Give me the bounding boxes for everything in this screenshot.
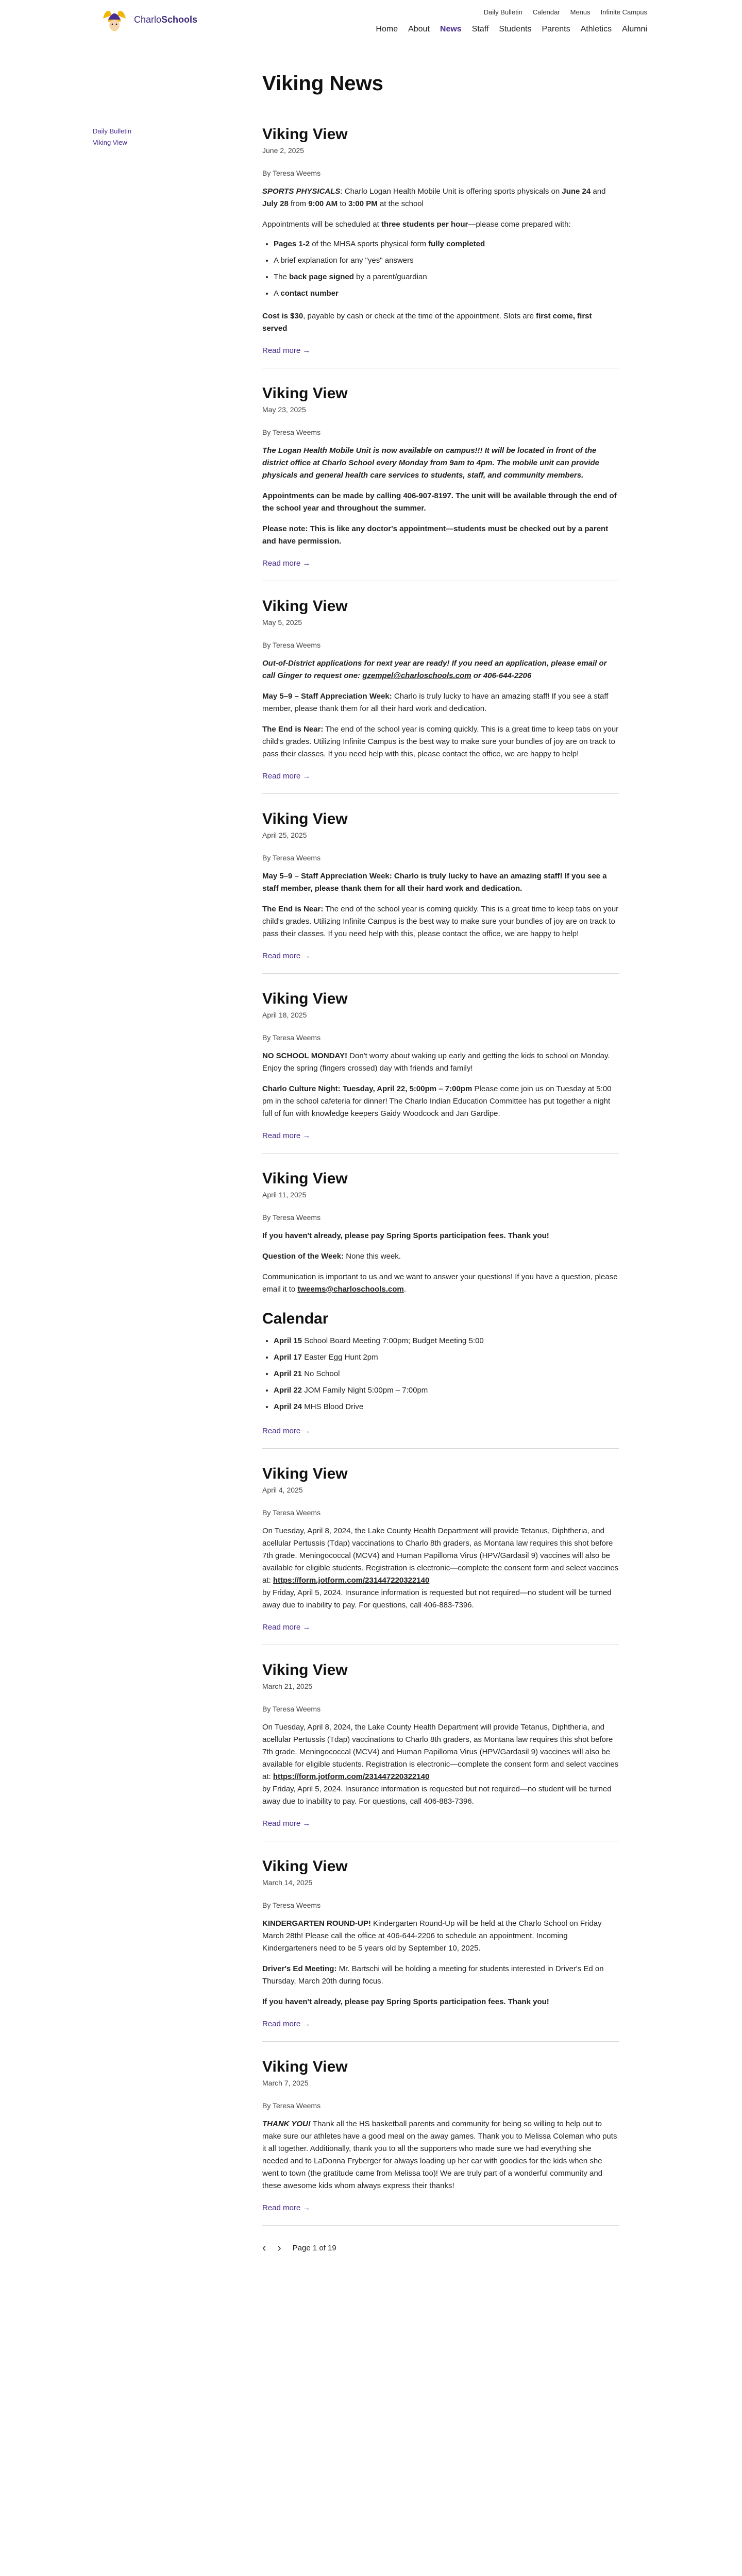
post-paragraph: THANK YOU! Thank all the HS basketball parents and community for being so willing to help out to make sure our athletes have a good meal on the away games. Thank you to Melissa Coleman who puts it all together. Additionally, thank you to all the supporters who made sure we had everything she needed and to LaDonna Fryberger for always loading up her car with goodies for the kids when she went to town (the gratitude came from Melissa too)! We are truly part of a wonderful community and these awesome kids whom always express their thanks!: [262, 2120, 617, 2190]
post-date: June 2, 2025: [262, 146, 304, 155]
next-page-button[interactable]: ›: [277, 2241, 281, 2254]
post-paragraph: If you haven't already, please pay Spring Sports participation fees. Thank you!: [262, 1997, 549, 2006]
post-title[interactable]: Viking View: [262, 2058, 348, 2075]
logo-word-schools: Schools: [161, 14, 198, 25]
post-date: May 23, 2025: [262, 405, 306, 414]
news-post: [262, 2057, 619, 2226]
main-content: [0, 43, 742, 2576]
post-list-item: • The back page signed by a parent/guardian: [274, 269, 619, 285]
post-paragraph: Charlo Culture Night: Tuesday, April 22, 5:00pm – 7:00pm Please come join us on Tuesday at 5:00 pm in the school cafeteria for dinner! The Charlo Indian Education Committee has put together a night full of fun with knowledge keepers Gaidy Woodcock and Jan Gardipe.: [262, 1084, 612, 1118]
post-list-item: • April 22 JOM Family Night 5:00pm – 7:00pm: [274, 1382, 619, 1399]
post-author: By Teresa Weems: [262, 2102, 321, 2110]
post-paragraph: Driver's Ed Meeting: Mr. Bartschi will be holding a meeting for students interested in Driver's Ed on Thursday, March 20th during focus.: [262, 1964, 604, 1986]
post-title[interactable]: Viking View: [262, 598, 348, 615]
read-more-link[interactable]: Read more →: [262, 346, 311, 355]
post-title[interactable]: Viking View: [262, 1465, 348, 1482]
post-list-item: • A contact number: [274, 285, 619, 302]
post-paragraph: May 5–9 – Staff Appreciation Week: Charlo is truly lucky to have an amazing staff! If you see a staff member, please thank them for all their hard work and dedication.: [262, 872, 607, 893]
read-more-link[interactable]: Read more →: [262, 559, 311, 568]
post-paragraph: Out-of-District applications for next year are ready! If you need an application, please email or call Ginger to request one: gzempel@charloschools.com or 406-644-2206: [262, 659, 607, 680]
news-post: [262, 1169, 619, 1449]
nav-news[interactable]: News: [440, 25, 462, 33]
post-date: April 4, 2025: [262, 1486, 303, 1494]
read-more-link[interactable]: Read more →: [262, 1623, 311, 1632]
post-list-item: • April 15 School Board Meeting 7:00pm; Budget Meeting 5:00: [274, 1333, 619, 1349]
post-list-item: • April 21 No School: [274, 1366, 619, 1382]
post-author: By Teresa Weems: [262, 1705, 321, 1713]
read-more-link[interactable]: Read more →: [262, 2204, 311, 2212]
post-list: [262, 125, 619, 2255]
post-date: April 18, 2025: [262, 1011, 307, 1019]
nav-about[interactable]: About: [408, 25, 430, 33]
post-paragraph: If you haven't already, please pay Spring Sports participation fees. Thank you!: [262, 1231, 549, 1240]
post-paragraph: Question of the Week: None this week.: [262, 1252, 401, 1261]
news-post: [262, 597, 619, 794]
news-post: [262, 1660, 619, 1841]
site-logo[interactable]: [99, 4, 197, 35]
post-paragraph: Please note: This is like any doctor's appointment—students must be checked out by a parent and have permission.: [262, 524, 609, 546]
post-author: By Teresa Weems: [262, 1901, 321, 1909]
post-title[interactable]: Viking View: [262, 1662, 348, 1679]
site-header: [0, 0, 742, 43]
news-post: [262, 1464, 619, 1645]
post-author: By Teresa Weems: [262, 641, 321, 649]
news-post: [262, 1857, 619, 2042]
post-author: By Teresa Weems: [262, 1033, 321, 1042]
post-paragraph: Appointments can be made by calling 406-907-8197. The unit will be available through the end of the school year and throughout the summer.: [262, 492, 617, 513]
news-post: [262, 989, 619, 1154]
read-more-link[interactable]: Read more →: [262, 952, 311, 960]
post-date: March 21, 2025: [262, 1682, 313, 1690]
side-nav: [93, 126, 131, 148]
post-author: By Teresa Weems: [262, 169, 321, 177]
read-more-link[interactable]: Read more →: [262, 1131, 311, 1140]
post-paragraph: Cost is $30, payable by cash or check at the time of the appointment. Slots are first come, first served: [262, 312, 592, 333]
post-title[interactable]: Viking View: [262, 1858, 348, 1875]
post-paragraph: The End is Near: The end of the school year is coming quickly. This is a great time to keep tabs on your child's grades. Utilizing Infinite Campus is the best way to make sure your bundles of joy are on track to pass their classes. If you need help with this, please contact the office, we are happy to help!: [262, 725, 619, 758]
nav-parents[interactable]: Parents: [542, 25, 570, 33]
post-list-item: • April 17 Easter Egg Hunt 2pm: [274, 1349, 619, 1366]
nav-staff[interactable]: Staff: [471, 25, 489, 33]
post-author: By Teresa Weems: [262, 854, 321, 862]
post-title[interactable]: Viking View: [262, 385, 348, 402]
side-nav-daily-bulletin[interactable]: Daily Bulletin: [93, 127, 132, 135]
nav-alumni[interactable]: Alumni: [622, 25, 647, 33]
page-title: Viking News: [262, 72, 383, 95]
read-more-link[interactable]: Read more →: [262, 1427, 311, 1435]
util-link-infinite-campus[interactable]: Infinite Campus: [600, 8, 647, 16]
post-paragraph: KINDERGARTEN ROUND-UP! Kindergarten Round-Up will be held at the Charlo School on Friday March 28th! Please call the office at 406-644-2206 to schedule an appointment. Incoming Kindergarteners need to be 5 years old by September 10, 2025.: [262, 1919, 602, 1953]
post-paragraph: Communication is important to us and we want to answer your questions! If you have a question, please email it to tweems@charloschools.com.: [262, 1273, 618, 1294]
read-more-link[interactable]: Read more →: [262, 1819, 311, 1828]
post-author: By Teresa Weems: [262, 1213, 321, 1222]
page-indicator: Page 1 of 19: [292, 2243, 336, 2252]
nav-students[interactable]: Students: [499, 25, 532, 33]
post-author: By Teresa Weems: [262, 428, 321, 436]
post-list-item: • A brief explanation for any "yes" answers: [274, 252, 619, 269]
post-author: By Teresa Weems: [262, 1509, 321, 1517]
util-link-calendar[interactable]: Calendar: [532, 8, 560, 16]
post-paragraph: May 5–9 – Staff Appreciation Week: Charlo is truly lucky to have an amazing staff! If you see a staff member, please thank them for all their hard work and dedication.: [262, 692, 609, 713]
nav-athletics[interactable]: Athletics: [580, 25, 612, 33]
post-date: April 11, 2025: [262, 1191, 307, 1199]
logo-word-charlo: Charlo: [134, 14, 162, 25]
post-paragraph: The End is Near: The end of the school year is coming quickly. This is a great time to keep tabs on your child's grades. Utilizing Infinite Campus is the best way to make sure your bundles of joy are on track to pass their classes. If you need help with this, please contact the office, we are happy to help!: [262, 905, 619, 938]
post-subheading: Calendar: [262, 1310, 329, 1327]
news-post: [262, 809, 619, 974]
post-date: May 5, 2025: [262, 618, 302, 626]
read-more-link[interactable]: Read more →: [262, 772, 311, 781]
nav-home[interactable]: Home: [376, 25, 398, 33]
post-list-item: • Pages 1-2 of the MHSA sports physical form fully completed: [274, 236, 619, 252]
pagination: [262, 2241, 619, 2255]
read-more-link[interactable]: Read more →: [262, 2020, 311, 2028]
util-link-daily-bulletin[interactable]: Daily Bulletin: [483, 8, 522, 16]
post-paragraph: Appointments will be scheduled at three students per hour—please come prepared with:: [262, 220, 571, 229]
post-paragraph: On Tuesday, April 8, 2024, the Lake County Health Department will provide Tetanus, Diphtheria, and acellular Pertussis (Tdap) vaccinations to Charlo 8th graders, as Montana law requires this shot before 7th grade. Meningococcal (MCV4) and Human Papilloma Virus (HPV/Gardasil 9) vaccines will also be available for eligible students. Registration is electronic—complete the consent form and select vaccines at: https://form.jotform.com/231447220322140 by Friday, April 5, 2024. Insurance information is requested but not required—no student will be turned away due to inability to pay. For questions, call 406-883-7396.: [262, 1723, 619, 1806]
post-paragraph: On Tuesday, April 8, 2024, the Lake County Health Department will provide Tetanus, Diphtheria, and acellular Pertussis (Tdap) vaccinations to Charlo 8th graders, as Montana law requires this shot before 7th grade. Meningococcal (MCV4) and Human Papilloma Virus (HPV/Gardasil 9) vaccines will also be available for eligible students. Registration is electronic—complete the consent form and select vaccines at: https://form.jotform.com/231447220322140 by Friday, April 5, 2024. Insurance information is requested but not required—no student will be turned away due to inability to pay. For questions, call 406-883-7396.: [262, 1527, 619, 1609]
util-link-menus[interactable]: Menus: [570, 8, 591, 16]
viking-mascot-logo-icon: [99, 4, 130, 35]
post-list: [262, 1333, 619, 1415]
news-post: [262, 384, 619, 581]
post-title[interactable]: Viking View: [262, 126, 348, 143]
utility-nav: [484, 8, 647, 16]
prev-page-button[interactable]: ‹: [262, 2241, 266, 2254]
main-nav: [376, 25, 647, 34]
side-nav-viking-view[interactable]: Viking View: [93, 139, 127, 146]
post-date: March 14, 2025: [262, 1878, 313, 1887]
post-date: April 25, 2025: [262, 831, 307, 839]
post-title[interactable]: Viking View: [262, 1170, 348, 1187]
post-title[interactable]: Viking View: [262, 990, 348, 1007]
post-list-item: • April 24 MHS Blood Drive: [274, 1399, 619, 1415]
post-paragraph: The Logan Health Mobile Unit is now available on campus!!! It will be located in front of the district office at Charlo School every Monday from 9am to 4pm. The mobile unit can provide physicals and general health care services to students, staff, and community members.: [262, 446, 600, 480]
post-date: March 7, 2025: [262, 2079, 309, 2087]
news-post: [262, 125, 619, 368]
post-list: [262, 236, 619, 302]
post-paragraph: NO SCHOOL MONDAY! Don't worry about waking up early and getting the kids to school on Monday. Enjoy the spring (fingers crossed) day with friends and family!: [262, 1052, 610, 1073]
post-paragraph: SPORTS PHYSICALS: Charlo Logan Health Mobile Unit is offering sports physicals on June 24 and July 28 from 9:00 AM to 3:00 PM at the school: [262, 187, 606, 208]
post-title[interactable]: Viking View: [262, 810, 348, 827]
